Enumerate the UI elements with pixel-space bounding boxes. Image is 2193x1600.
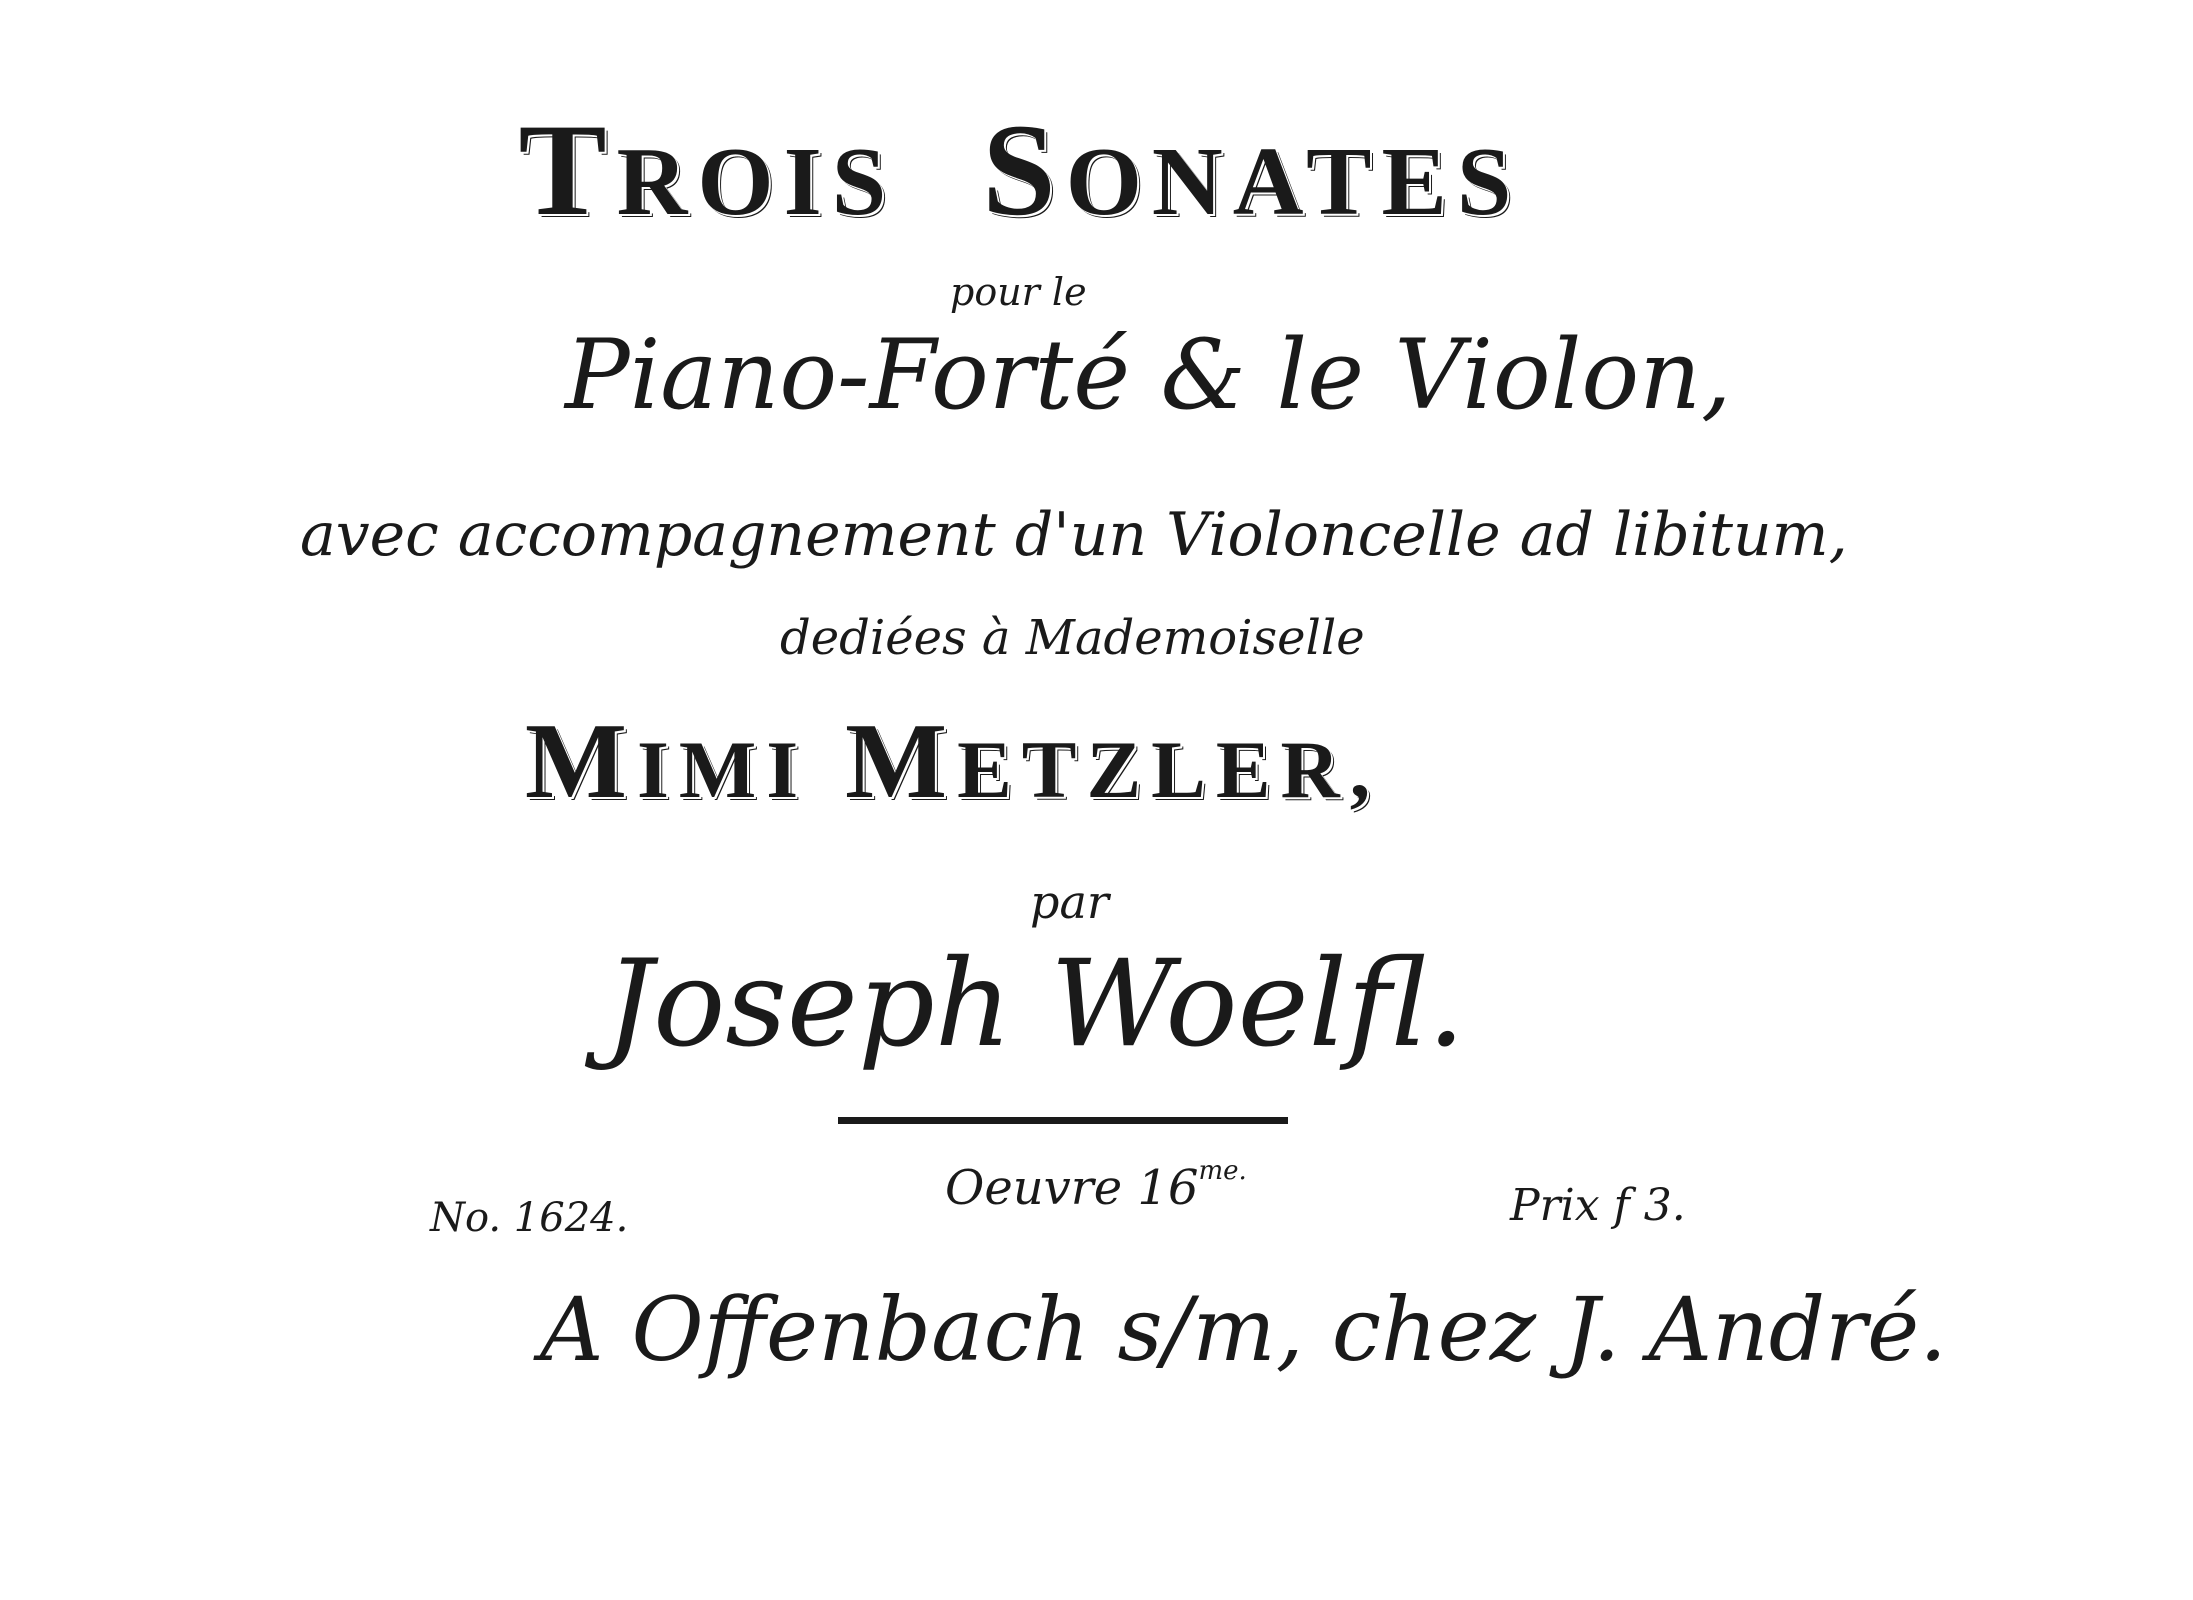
- dedicatee-initial-2: M: [845, 702, 958, 821]
- title-initial-2: S: [982, 96, 1066, 243]
- title-rest-1: ROIS: [616, 128, 897, 236]
- pour-le-text: pour le: [950, 270, 1087, 314]
- publisher-line: A Offenbach s/m, chez J. André.: [540, 1278, 1948, 1381]
- price-text: Prix f 3.: [1510, 1180, 1686, 1231]
- opus-suffix: me.: [1198, 1156, 1247, 1186]
- accompaniment-line: avec accompagnement d'un Violoncelle ad libitum,: [300, 500, 1848, 570]
- dedicatee-name: [525, 700, 1380, 832]
- dedicatee-rest-1: IMI: [636, 724, 809, 815]
- dedication-line: dediées à Mademoiselle: [780, 610, 1365, 666]
- composer-name: Joseph Woelfl.: [605, 935, 1466, 1074]
- instruments-line: Piano-Forté & le Violon,: [565, 319, 1732, 431]
- opus-number: [945, 1156, 1247, 1216]
- par-text: par: [1030, 875, 1109, 929]
- dedicatee-initial-1: M: [525, 702, 637, 821]
- title-initial-1: T: [518, 96, 617, 243]
- composer-underline: [838, 1117, 1288, 1124]
- title-rest-2: ONATES: [1065, 128, 1522, 236]
- opus-label: Oeuvre 16: [945, 1160, 1199, 1216]
- main-title: [370, 95, 1670, 257]
- dedicatee-rest-2: ETZLER,: [957, 724, 1381, 815]
- plate-number: No. 1624.: [430, 1195, 629, 1241]
